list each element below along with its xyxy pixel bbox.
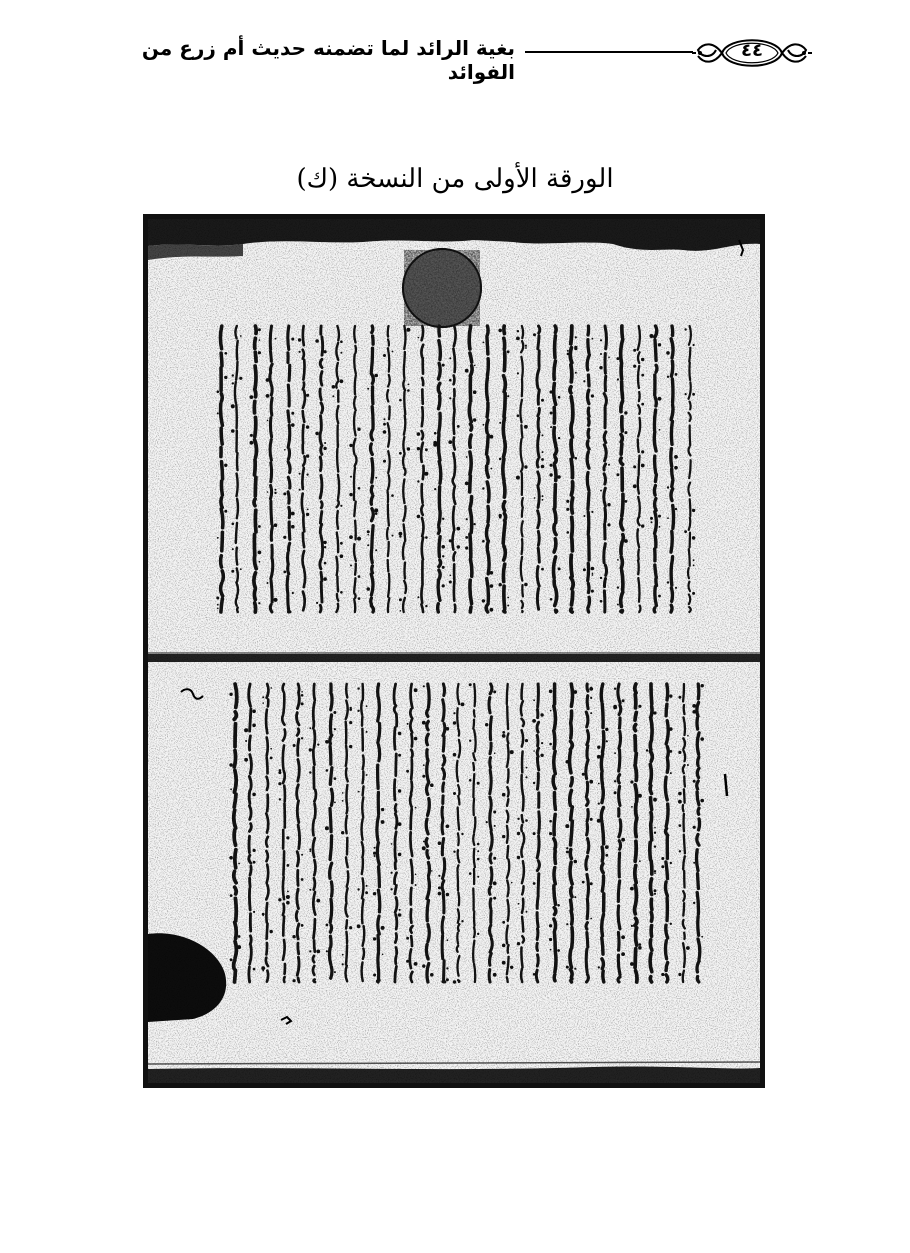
manuscript-scan — [143, 214, 765, 1088]
running-header — [95, 28, 815, 84]
page-number: ٤٤ — [741, 40, 763, 61]
header-rule — [525, 51, 693, 53]
manuscript-scan-image — [143, 214, 765, 1088]
figure-caption: الورقة الأولى من النسخة (ك) — [296, 164, 614, 194]
running-title: بغية الرائد لما تضمنه حديث أم زرع من الفوائد — [141, 36, 515, 84]
page-number-ornament — [692, 28, 812, 78]
